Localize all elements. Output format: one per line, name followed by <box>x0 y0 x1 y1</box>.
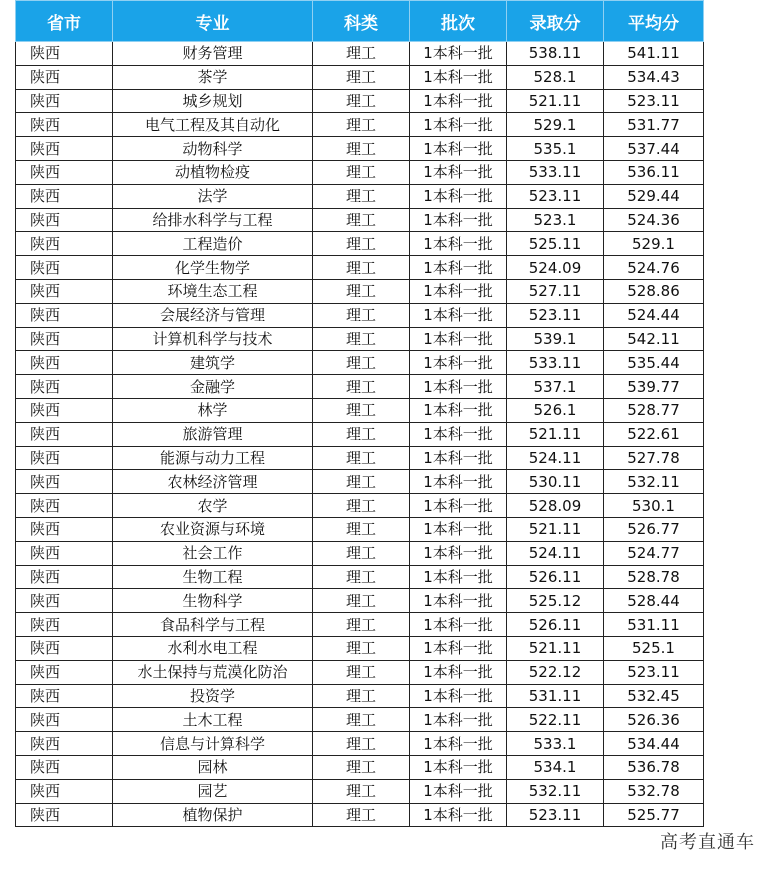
cell-batch: 1本科一批 <box>410 732 507 756</box>
cell-admission-score: 523.11 <box>507 803 604 827</box>
table-row <box>16 42 704 66</box>
cell-admission-score: 526.11 <box>507 613 604 637</box>
table-row <box>16 422 704 446</box>
cell-province: 陕西 <box>16 446 113 470</box>
cell-category: 理工 <box>313 589 410 613</box>
cell-major: 农林经济管理 <box>113 470 313 494</box>
cell-category: 理工 <box>313 351 410 375</box>
cell-average-score: 531.11 <box>604 613 704 637</box>
cell-province: 陕西 <box>16 232 113 256</box>
table-row <box>16 755 704 779</box>
cell-major: 旅游管理 <box>113 422 313 446</box>
cell-average-score: 539.77 <box>604 375 704 399</box>
cell-average-score: 526.36 <box>604 708 704 732</box>
cell-category: 理工 <box>313 398 410 422</box>
cell-category: 理工 <box>313 303 410 327</box>
table-row <box>16 184 704 208</box>
cell-average-score: 535.44 <box>604 351 704 375</box>
table-row <box>16 208 704 232</box>
cell-batch: 1本科一批 <box>410 208 507 232</box>
cell-category: 理工 <box>313 160 410 184</box>
cell-category: 理工 <box>313 256 410 280</box>
cell-average-score: 528.86 <box>604 279 704 303</box>
cell-average-score: 527.78 <box>604 446 704 470</box>
cell-average-score: 524.76 <box>604 256 704 280</box>
cell-major: 园艺 <box>113 779 313 803</box>
header-province: 省市 <box>16 1 113 42</box>
cell-batch: 1本科一批 <box>410 613 507 637</box>
cell-admission-score: 533.11 <box>507 160 604 184</box>
cell-province: 陕西 <box>16 708 113 732</box>
table-row <box>16 279 704 303</box>
cell-batch: 1本科一批 <box>410 541 507 565</box>
cell-admission-score: 534.1 <box>507 755 604 779</box>
cell-major: 食品科学与工程 <box>113 613 313 637</box>
cell-average-score: 532.11 <box>604 470 704 494</box>
cell-batch: 1本科一批 <box>410 708 507 732</box>
cell-major: 给排水科学与工程 <box>113 208 313 232</box>
cell-major: 林学 <box>113 398 313 422</box>
cell-batch: 1本科一批 <box>410 636 507 660</box>
cell-province: 陕西 <box>16 755 113 779</box>
header-batch: 批次 <box>410 1 507 42</box>
cell-major: 动植物检疫 <box>113 160 313 184</box>
cell-average-score: 536.78 <box>604 755 704 779</box>
cell-category: 理工 <box>313 232 410 256</box>
header-row <box>16 1 704 42</box>
cell-major: 农学 <box>113 494 313 518</box>
cell-category: 理工 <box>313 279 410 303</box>
cell-province: 陕西 <box>16 803 113 827</box>
cell-category: 理工 <box>313 636 410 660</box>
cell-category: 理工 <box>313 65 410 89</box>
table-row <box>16 660 704 684</box>
cell-batch: 1本科一批 <box>410 755 507 779</box>
cell-batch: 1本科一批 <box>410 565 507 589</box>
cell-category: 理工 <box>313 137 410 161</box>
cell-batch: 1本科一批 <box>410 160 507 184</box>
cell-admission-score: 533.1 <box>507 732 604 756</box>
table-row <box>16 732 704 756</box>
cell-admission-score: 522.12 <box>507 660 604 684</box>
cell-major: 投资学 <box>113 684 313 708</box>
cell-major: 信息与计算科学 <box>113 732 313 756</box>
cell-category: 理工 <box>313 708 410 732</box>
cell-category: 理工 <box>313 42 410 66</box>
cell-major: 电气工程及其自动化 <box>113 113 313 137</box>
cell-category: 理工 <box>313 755 410 779</box>
cell-average-score: 530.1 <box>604 494 704 518</box>
cell-average-score: 523.11 <box>604 89 704 113</box>
cell-province: 陕西 <box>16 398 113 422</box>
cell-admission-score: 525.11 <box>507 232 604 256</box>
cell-major: 法学 <box>113 184 313 208</box>
cell-batch: 1本科一批 <box>410 42 507 66</box>
cell-batch: 1本科一批 <box>410 660 507 684</box>
cell-province: 陕西 <box>16 137 113 161</box>
cell-province: 陕西 <box>16 375 113 399</box>
table-row <box>16 375 704 399</box>
table-row <box>16 232 704 256</box>
table-row <box>16 398 704 422</box>
cell-average-score: 524.44 <box>604 303 704 327</box>
cell-admission-score: 533.11 <box>507 351 604 375</box>
table-row <box>16 589 704 613</box>
cell-average-score: 525.1 <box>604 636 704 660</box>
cell-average-score: 532.45 <box>604 684 704 708</box>
cell-province: 陕西 <box>16 279 113 303</box>
cell-category: 理工 <box>313 803 410 827</box>
cell-category: 理工 <box>313 184 410 208</box>
cell-average-score: 523.11 <box>604 660 704 684</box>
cell-admission-score: 523.11 <box>507 303 604 327</box>
cell-admission-score: 522.11 <box>507 708 604 732</box>
cell-batch: 1本科一批 <box>410 446 507 470</box>
cell-admission-score: 524.11 <box>507 541 604 565</box>
cell-average-score: 534.43 <box>604 65 704 89</box>
cell-batch: 1本科一批 <box>410 803 507 827</box>
cell-category: 理工 <box>313 375 410 399</box>
cell-category: 理工 <box>313 208 410 232</box>
cell-batch: 1本科一批 <box>410 422 507 446</box>
cell-average-score: 524.36 <box>604 208 704 232</box>
cell-major: 生物工程 <box>113 565 313 589</box>
cell-province: 陕西 <box>16 256 113 280</box>
admission-scores-table <box>15 0 704 827</box>
cell-average-score: 531.77 <box>604 113 704 137</box>
cell-category: 理工 <box>313 732 410 756</box>
cell-province: 陕西 <box>16 65 113 89</box>
cell-average-score: 541.11 <box>604 42 704 66</box>
cell-average-score: 537.44 <box>604 137 704 161</box>
cell-category: 理工 <box>313 327 410 351</box>
cell-category: 理工 <box>313 89 410 113</box>
cell-major: 植物保护 <box>113 803 313 827</box>
cell-admission-score: 523.11 <box>507 184 604 208</box>
table-row <box>16 684 704 708</box>
table-row <box>16 446 704 470</box>
cell-admission-score: 538.11 <box>507 42 604 66</box>
cell-major: 财务管理 <box>113 42 313 66</box>
cell-average-score: 528.78 <box>604 565 704 589</box>
table-row <box>16 541 704 565</box>
cell-major: 会展经济与管理 <box>113 303 313 327</box>
cell-major: 金融学 <box>113 375 313 399</box>
cell-category: 理工 <box>313 446 410 470</box>
table-row <box>16 256 704 280</box>
cell-batch: 1本科一批 <box>410 398 507 422</box>
cell-province: 陕西 <box>16 351 113 375</box>
table-row <box>16 494 704 518</box>
cell-major: 土木工程 <box>113 708 313 732</box>
table-row <box>16 636 704 660</box>
cell-admission-score: 529.1 <box>507 113 604 137</box>
cell-admission-score: 532.11 <box>507 779 604 803</box>
cell-major: 工程造价 <box>113 232 313 256</box>
cell-admission-score: 526.11 <box>507 565 604 589</box>
cell-category: 理工 <box>313 494 410 518</box>
watermark-text: 高考直通车 <box>660 832 755 853</box>
cell-admission-score: 539.1 <box>507 327 604 351</box>
header-major: 专业 <box>113 1 313 42</box>
cell-admission-score: 521.11 <box>507 422 604 446</box>
cell-batch: 1本科一批 <box>410 303 507 327</box>
cell-province: 陕西 <box>16 208 113 232</box>
cell-major: 城乡规划 <box>113 89 313 113</box>
table-body <box>16 42 704 827</box>
cell-batch: 1本科一批 <box>410 351 507 375</box>
cell-batch: 1本科一批 <box>410 779 507 803</box>
cell-admission-score: 527.11 <box>507 279 604 303</box>
cell-admission-score: 537.1 <box>507 375 604 399</box>
cell-major: 社会工作 <box>113 541 313 565</box>
cell-average-score: 532.78 <box>604 779 704 803</box>
table-row <box>16 351 704 375</box>
cell-category: 理工 <box>313 565 410 589</box>
cell-batch: 1本科一批 <box>410 89 507 113</box>
cell-average-score: 522.61 <box>604 422 704 446</box>
table-row <box>16 613 704 637</box>
cell-category: 理工 <box>313 660 410 684</box>
table-row <box>16 803 704 827</box>
cell-admission-score: 523.1 <box>507 208 604 232</box>
cell-average-score: 542.11 <box>604 327 704 351</box>
cell-average-score: 534.44 <box>604 732 704 756</box>
cell-province: 陕西 <box>16 422 113 446</box>
cell-province: 陕西 <box>16 89 113 113</box>
cell-major: 茶学 <box>113 65 313 89</box>
cell-province: 陕西 <box>16 113 113 137</box>
table-row <box>16 113 704 137</box>
table-header <box>16 1 704 42</box>
table-row <box>16 303 704 327</box>
cell-admission-score: 521.11 <box>507 636 604 660</box>
cell-category: 理工 <box>313 113 410 137</box>
table-row <box>16 327 704 351</box>
table-row <box>16 137 704 161</box>
header-average-score: 平均分 <box>604 1 704 42</box>
cell-category: 理工 <box>313 684 410 708</box>
cell-admission-score: 521.11 <box>507 517 604 541</box>
cell-province: 陕西 <box>16 327 113 351</box>
cell-major: 建筑学 <box>113 351 313 375</box>
cell-province: 陕西 <box>16 160 113 184</box>
cell-average-score: 525.77 <box>604 803 704 827</box>
cell-province: 陕西 <box>16 636 113 660</box>
cell-batch: 1本科一批 <box>410 113 507 137</box>
cell-batch: 1本科一批 <box>410 256 507 280</box>
cell-batch: 1本科一批 <box>410 684 507 708</box>
cell-batch: 1本科一批 <box>410 517 507 541</box>
cell-province: 陕西 <box>16 732 113 756</box>
cell-admission-score: 526.1 <box>507 398 604 422</box>
cell-average-score: 526.77 <box>604 517 704 541</box>
cell-admission-score: 530.11 <box>507 470 604 494</box>
table-row <box>16 160 704 184</box>
cell-category: 理工 <box>313 422 410 446</box>
cell-province: 陕西 <box>16 565 113 589</box>
cell-batch: 1本科一批 <box>410 184 507 208</box>
cell-admission-score: 524.11 <box>507 446 604 470</box>
cell-major: 化学生物学 <box>113 256 313 280</box>
cell-average-score: 529.1 <box>604 232 704 256</box>
cell-province: 陕西 <box>16 517 113 541</box>
cell-province: 陕西 <box>16 494 113 518</box>
cell-province: 陕西 <box>16 660 113 684</box>
cell-province: 陕西 <box>16 184 113 208</box>
cell-category: 理工 <box>313 779 410 803</box>
cell-admission-score: 525.12 <box>507 589 604 613</box>
cell-province: 陕西 <box>16 684 113 708</box>
cell-batch: 1本科一批 <box>410 470 507 494</box>
cell-major: 农业资源与环境 <box>113 517 313 541</box>
cell-category: 理工 <box>313 613 410 637</box>
cell-batch: 1本科一批 <box>410 279 507 303</box>
cell-batch: 1本科一批 <box>410 375 507 399</box>
cell-admission-score: 524.09 <box>507 256 604 280</box>
cell-major: 能源与动力工程 <box>113 446 313 470</box>
header-admission-score: 录取分 <box>507 1 604 42</box>
cell-batch: 1本科一批 <box>410 494 507 518</box>
cell-average-score: 529.44 <box>604 184 704 208</box>
cell-admission-score: 521.11 <box>507 89 604 113</box>
cell-major: 环境生态工程 <box>113 279 313 303</box>
cell-batch: 1本科一批 <box>410 65 507 89</box>
cell-batch: 1本科一批 <box>410 232 507 256</box>
table-row <box>16 89 704 113</box>
cell-admission-score: 531.11 <box>507 684 604 708</box>
cell-category: 理工 <box>313 470 410 494</box>
cell-province: 陕西 <box>16 779 113 803</box>
cell-major: 计算机科学与技术 <box>113 327 313 351</box>
cell-admission-score: 528.1 <box>507 65 604 89</box>
table-row <box>16 708 704 732</box>
table-row <box>16 470 704 494</box>
cell-category: 理工 <box>313 517 410 541</box>
cell-batch: 1本科一批 <box>410 137 507 161</box>
cell-batch: 1本科一批 <box>410 589 507 613</box>
table-row <box>16 517 704 541</box>
header-category: 科类 <box>313 1 410 42</box>
cell-major: 水土保持与荒漠化防治 <box>113 660 313 684</box>
cell-province: 陕西 <box>16 303 113 327</box>
cell-major: 园林 <box>113 755 313 779</box>
cell-admission-score: 535.1 <box>507 137 604 161</box>
cell-batch: 1本科一批 <box>410 327 507 351</box>
cell-major: 动物科学 <box>113 137 313 161</box>
cell-province: 陕西 <box>16 613 113 637</box>
cell-province: 陕西 <box>16 541 113 565</box>
table-row <box>16 779 704 803</box>
cell-province: 陕西 <box>16 470 113 494</box>
cell-average-score: 524.77 <box>604 541 704 565</box>
cell-average-score: 528.44 <box>604 589 704 613</box>
cell-category: 理工 <box>313 541 410 565</box>
cell-average-score: 536.11 <box>604 160 704 184</box>
cell-average-score: 528.77 <box>604 398 704 422</box>
cell-province: 陕西 <box>16 42 113 66</box>
cell-major: 生物科学 <box>113 589 313 613</box>
cell-major: 水利水电工程 <box>113 636 313 660</box>
table-row <box>16 65 704 89</box>
cell-admission-score: 528.09 <box>507 494 604 518</box>
table-row <box>16 565 704 589</box>
cell-province: 陕西 <box>16 589 113 613</box>
